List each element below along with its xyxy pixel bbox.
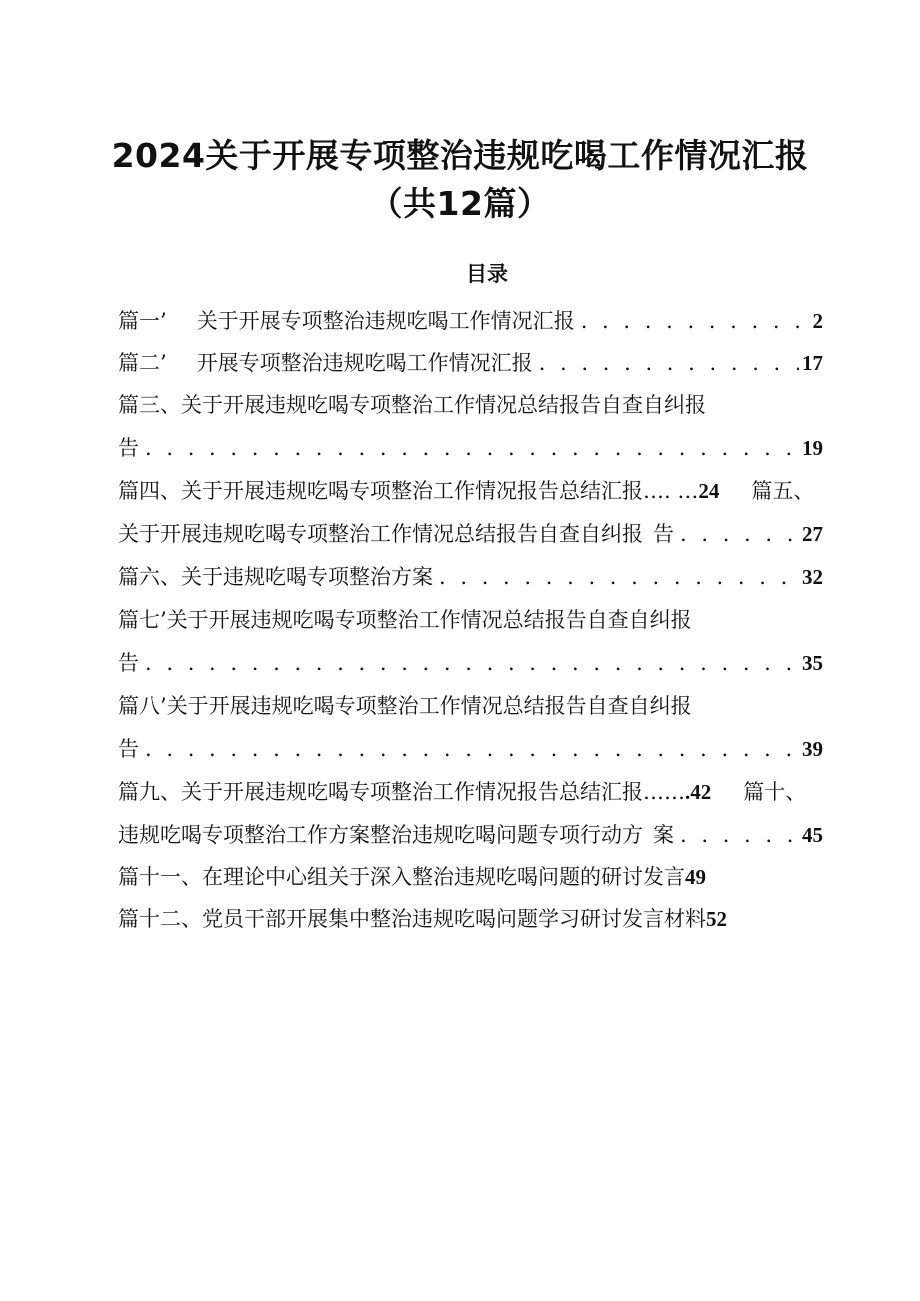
toc-entry-page: 49 (685, 865, 706, 889)
toc-entry-prefix: 篇九、 (118, 780, 181, 804)
toc-entry-prefix: 篇三、 (118, 393, 181, 417)
toc-entry-6[interactable] (118, 562, 823, 592)
toc-entry-next-prefix: 篇五、 (751, 479, 815, 503)
toc-entry-title: 在理论中心组关于深入整治违规吃喝问题的研讨发言 (202, 865, 685, 889)
toc-leader-dots (439, 562, 799, 592)
toc-entry-page: 24 (698, 479, 720, 503)
toc-entry-prefix: 篇二’ (118, 351, 167, 375)
toc-entry-title-cont: 告 (118, 737, 139, 761)
toc-leader-dots (680, 519, 799, 549)
toc-entry-page: 45 (802, 823, 823, 847)
document-title-line2: （共12篇） (369, 184, 551, 223)
toc-entry-title: 关于开展违规吃喝专项整治工作情况总结报告自查自纠报 (166, 694, 692, 718)
toc-entry-title-tail: 告 (653, 522, 674, 546)
toc-entry-3[interactable] (118, 390, 878, 420)
toc-entry-prefix: 篇七’ (118, 608, 167, 632)
toc-entry-title: 关于开展违规吃喝专项整治工作情况报告总结汇报…… (181, 780, 685, 804)
toc-entry-3-cont[interactable] (118, 433, 823, 463)
toc-entry-prefix: 篇六、 (118, 565, 181, 589)
toc-entry-page: 52 (706, 907, 727, 931)
toc-entry-5[interactable] (118, 519, 823, 549)
toc-entry-title: 关于开展违规吃喝专项整治工作情况总结报告自查自纠报 (181, 393, 706, 417)
toc-leader-dots (539, 348, 799, 378)
toc-entry-4[interactable] (118, 476, 878, 506)
toc-entry-page: 39 (802, 737, 823, 761)
toc-leader-dots (145, 734, 799, 764)
toc-entry-page: 27 (802, 522, 823, 546)
toc-entry-10[interactable] (118, 820, 823, 850)
toc-entry-title-tail: 案 (653, 823, 674, 847)
toc-heading: 目录 (466, 261, 508, 286)
toc-entry-9[interactable] (118, 777, 878, 807)
toc-leader-dots (581, 306, 810, 336)
toc-entry-title-cont: 告 (118, 651, 139, 675)
toc-entry-8-cont[interactable] (118, 734, 823, 764)
toc-entry-title: 党员干部开展集中整治违规吃喝问题学习研讨发言材料 (202, 907, 706, 931)
toc-entry-8[interactable] (118, 691, 878, 721)
document-title-line1: 2024关于开展专项整治违规吃喝工作情况汇报 (111, 136, 809, 175)
toc-leader-dots (145, 433, 799, 463)
toc-entry-prefix: 篇八’ (118, 694, 167, 718)
toc-entry-page: 19 (802, 436, 823, 460)
toc-entry-prefix: 篇十二、 (118, 907, 202, 931)
toc-leader-dots (680, 820, 799, 850)
toc-entry-1[interactable] (118, 306, 823, 336)
toc-leader-dots (145, 648, 799, 678)
toc-entry-prefix: 篇十一、 (118, 865, 202, 889)
toc-entry-2[interactable] (118, 348, 823, 378)
toc-entry-title: 关于开展违规吃喝专项整治工作情况总结报告自查自纠报 (118, 522, 643, 546)
toc-entry-prefix: 篇四、 (118, 479, 181, 503)
toc-entry-title: 关于开展违规吃喝专项整治工作情况报告总结汇报…. … (181, 479, 699, 503)
toc-entry-title-cont: 告 (118, 436, 139, 460)
toc-entry-title: 关于开展违规吃喝专项整治工作情况总结报告自查自纠报 (166, 608, 692, 632)
toc-entry-title: 违规吃喝专项整治工作方案整治违规吃喝问题专项行动方 (118, 823, 643, 847)
toc-entry-prefix: 篇一’ (118, 309, 167, 333)
toc-entry-page: 2 (812, 309, 823, 333)
toc-entry-title: 关于开展专项整治违规吃喝工作情况汇报 (196, 309, 575, 333)
toc-entry-title: 开展专项整治违规吃喝工作情况汇报 (196, 351, 533, 375)
toc-entry-page: 32 (802, 565, 823, 589)
toc-entry-7-cont[interactable] (118, 648, 823, 678)
toc-entry-12[interactable] (118, 904, 878, 934)
toc-entry-next-prefix: 篇十、 (743, 780, 807, 804)
toc-entry-title: 关于违规吃喝专项整治方案 (181, 565, 433, 589)
toc-entry-page: 35 (802, 651, 823, 675)
toc-entry-page: 17 (802, 351, 823, 375)
toc-entry-7[interactable] (118, 605, 878, 635)
toc-entry-11[interactable] (118, 862, 878, 892)
toc-entry-page: .42 (685, 780, 712, 804)
